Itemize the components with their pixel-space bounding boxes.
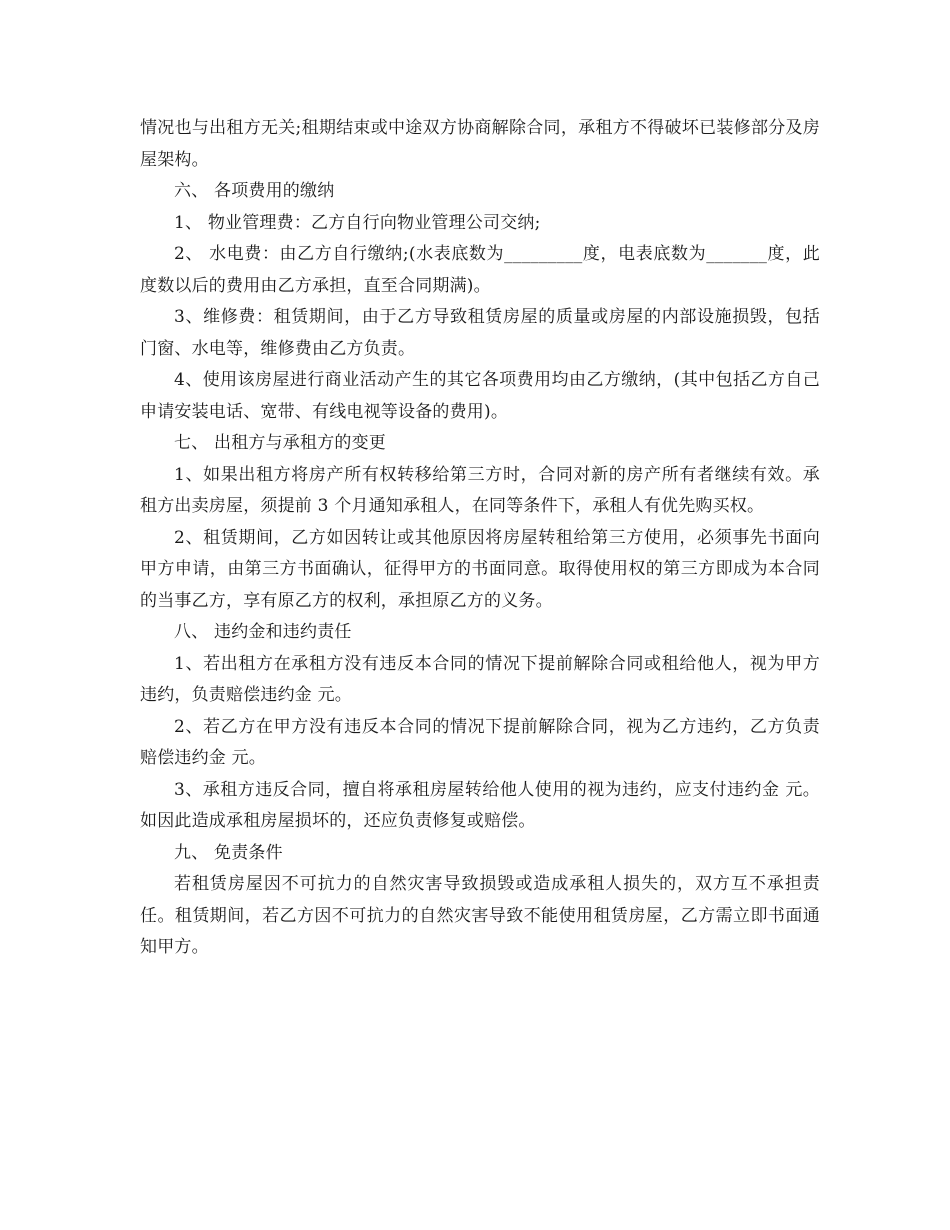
section-heading-8: 八、 违约金和违约责任	[174, 622, 352, 642]
clause-6-4: 4、使用该房屋进行商业活动产生的其它各项费用均由乙方缴纳，(其中包括乙方自己申请安装电话、宽带、有线电视等设备的费用)。	[140, 370, 820, 422]
section-heading-6: 六、 各项费用的缴纳	[174, 181, 335, 201]
clause-6-1: 1、 物业管理费：乙方自行向物业管理公司交纳;	[174, 212, 541, 233]
clause-8-2: 2、若乙方在甲方没有违反本合同的情况下提前解除合同，视为乙方违约，乙方负责赔偿违约金 元。	[140, 716, 820, 768]
clause-9-1: 若租赁房屋因不可抗力的自然灾害导致损毁或造成承租人损失的，双方互不承担责任。租赁期间，若乙方因不可抗力的自然灾害导致不能使用租赁房屋，乙方需立即书面通知甲方。	[140, 874, 820, 957]
clause-6-2: 2、 水电费：由乙方自行缴纳;(水表底数为_________度，电表底数为_______度，此度数以后的费用由乙方承担，直至合同期满)。	[140, 244, 820, 296]
clause-8-3: 3、承租方违反合同，擅自将承租房屋转给他人使用的视为违约，应支付违约金 元。如因此造成承租房屋损坏的，还应负责修复或赔偿。	[140, 779, 820, 831]
clause-7-1: 1、如果出租方将房产所有权转移给第三方时，合同对新的房产所有者继续有效。承租方出卖房屋，须提前 3 个月通知承租人，在同等条件下，承租人有优先购买权。	[140, 464, 820, 516]
section-heading-7: 七、 出租方与承租方的变更	[174, 433, 387, 453]
clause-6-3: 3、维修费：租赁期间，由于乙方导致租赁房屋的质量或房屋的内部设施损毁，包括门窗、水电等，维修费由乙方负责。	[140, 307, 820, 359]
document-body	[140, 113, 820, 964]
section-heading-9: 九、 免责条件	[174, 842, 283, 863]
paragraph-continuation: 情况也与出租方无关;租期结束或中途双方协商解除合同，承租方不得破坏已装修部分及房屋架构。	[140, 118, 820, 170]
clause-8-1: 1、若出租方在承租方没有违反本合同的情况下提前解除合同或租给他人，视为甲方违约，负责赔偿违约金 元。	[140, 653, 820, 705]
clause-7-2: 2、租赁期间，乙方如因转让或其他原因将房屋转租给第三方使用，必须事先书面向甲方申请，由第三方书面确认，征得甲方的书面同意。取得使用权的第三方即成为本合同的当事乙方，享有原乙方的权利，承担原乙方的义务。	[140, 527, 820, 611]
